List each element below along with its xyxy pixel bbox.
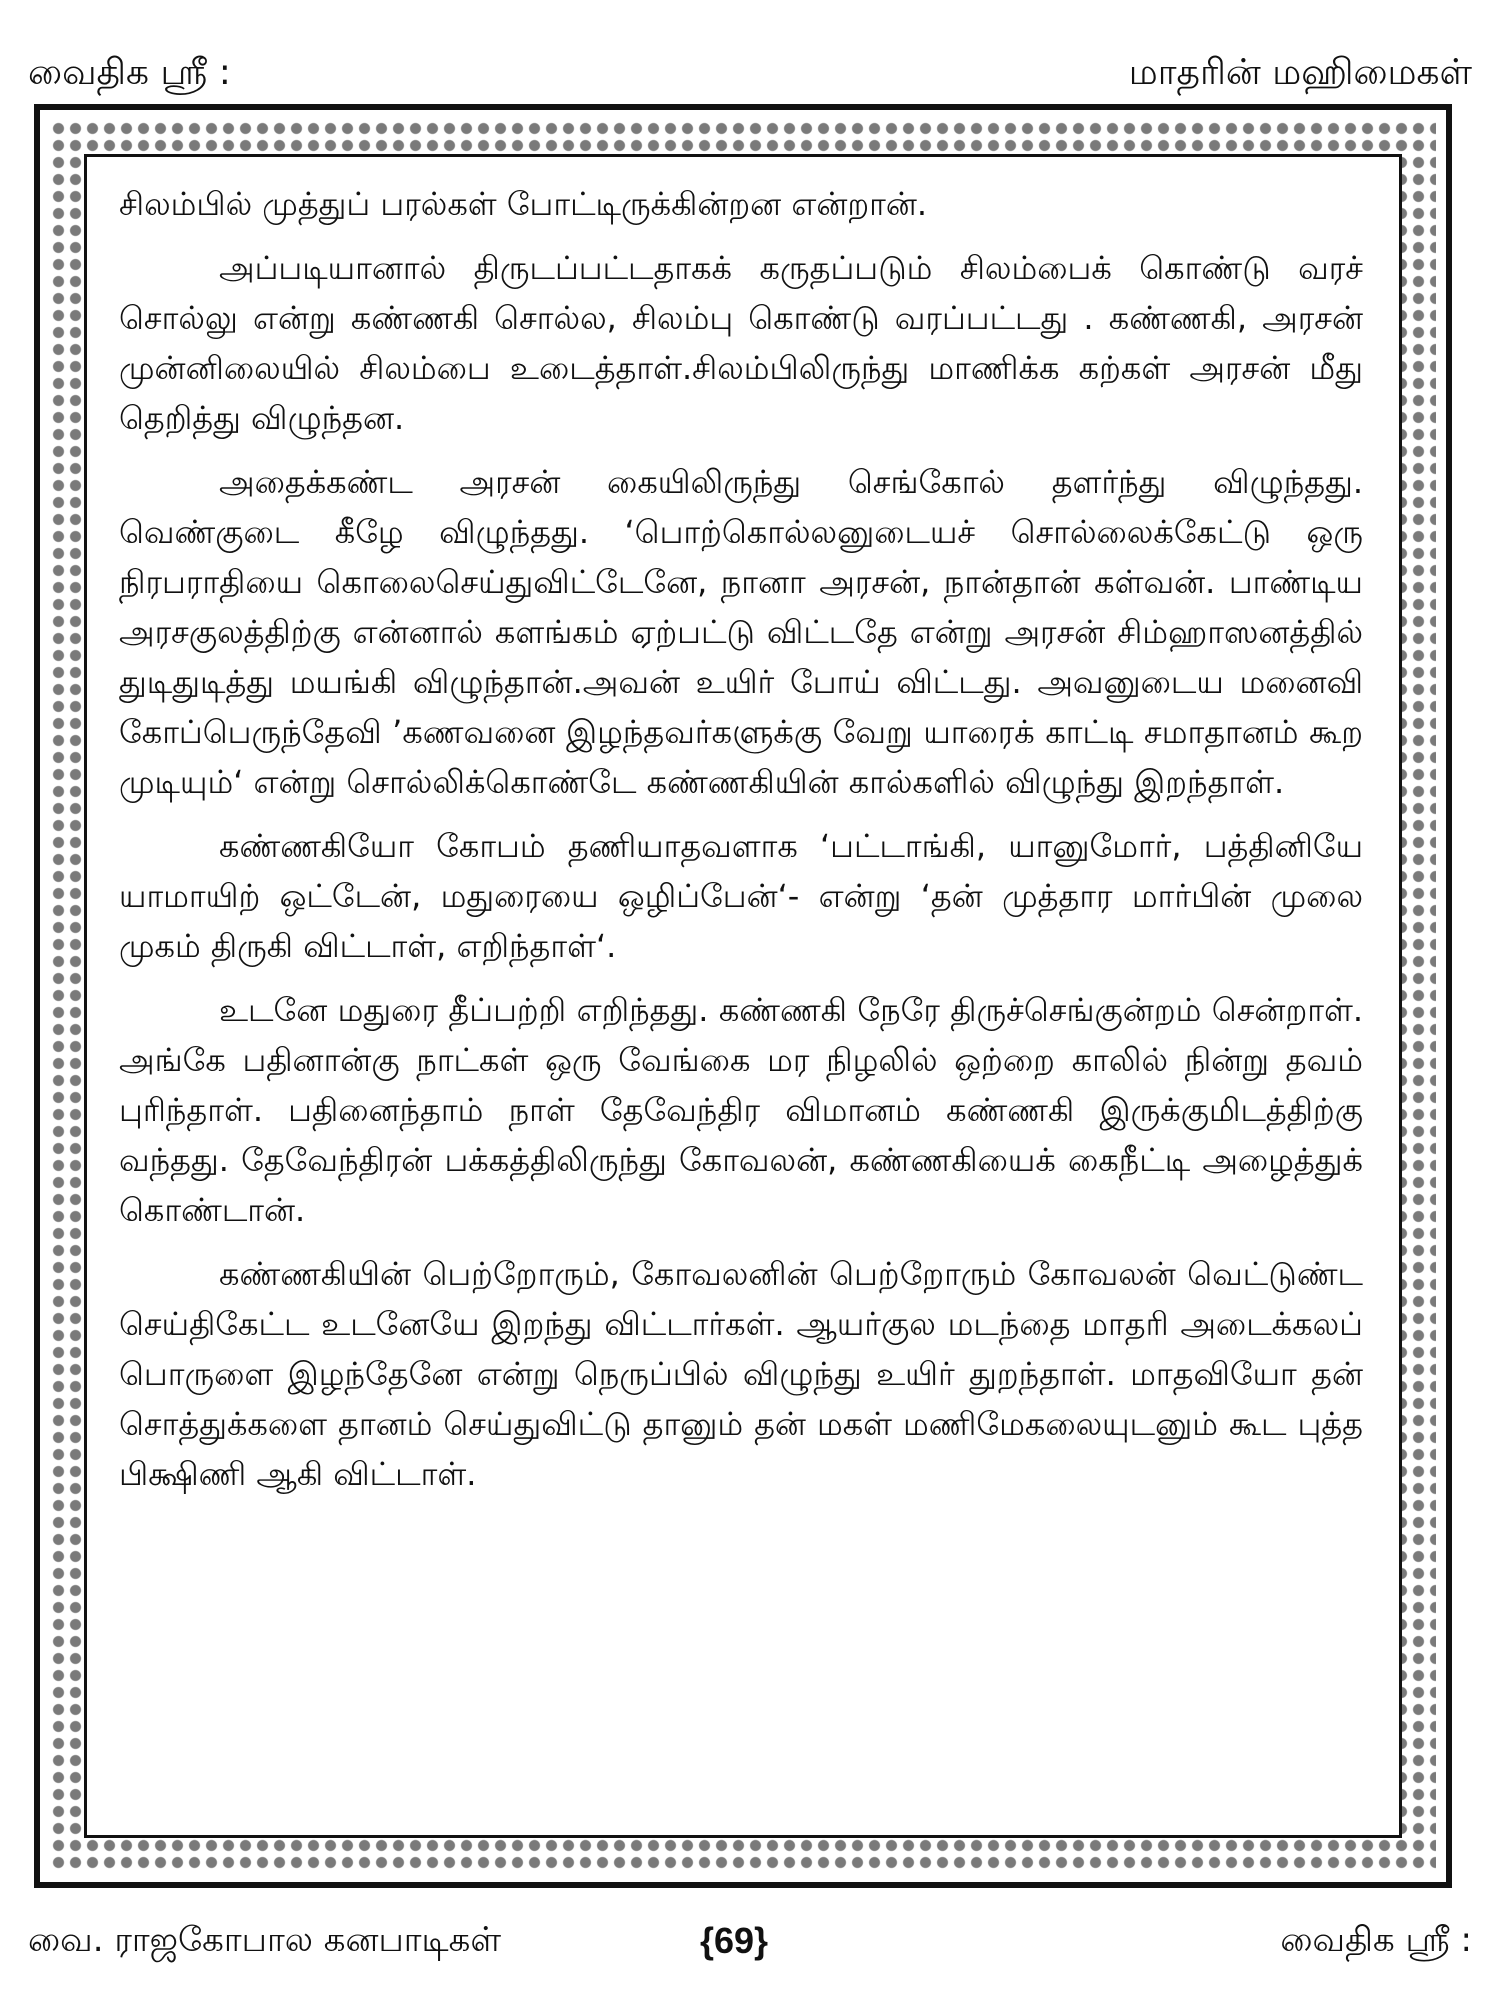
paragraph-5: உடனே மதுரை தீப்பற்றி எறிந்தது. கண்ணகி நேரே திருச்செங்குன்றம் சென்றாள். அங்கே பதினான்கு நாட்கள் ஒரு வேங்கை மர நிழலில் ஒற்றை காலில் நின்று தவம் புரிந்தாள். பதினைந்தாம் நாள் தேவேந்திர விமானம் கண்ணகி இருக்குமிடத்திற்கு வந்தது. தேவேந்திரன் பக்கத்திலிருந்து கோவலன், கண்ணகியைக் கைநீட்டி அழைத்துக் கொண்டான். — [119, 991, 1363, 1229]
header-publication-title: வைதிக ஸ்ரீ : — [28, 52, 231, 93]
body-text — [119, 179, 1363, 1821]
paragraph-3: அதைக்கண்ட அரசன் கையிலிருந்து செங்கோல் தளர்ந்து விழுந்தது. வெண்குடை கீழே விழுந்தது. ‘பொற்கொல்லனுடையச் சொல்லைக்கேட்டு ஒரு நிரபராதியை கொலைசெய்துவிட்டேனே, நானா அரசன், நான்தான் கள்வன். பாண்டிய அரசகுலத்திற்கு என்னால் களங்கம் ஏற்பட்டு விட்டதே என்று அரசன் சிம்ஹாஸனத்தில் துடிதுடித்து மயங்கி விழுந்தான்.அவன் உயிர் போய் விட்டது. அவனுடைய மனைவி கோப்பெருந்தேவி ’கணவனை இழந்தவர்களுக்கு வேறு யாரைக் காட்டி சமாதானம் கூற முடியும்‘ என்று சொல்லிக்கொண்டே கண்ணகியின் கால்களில் விழுந்து இறந்தாள். — [119, 463, 1363, 801]
footer-author: வை. ராஜகோபால கனபாடிகள் — [28, 1920, 502, 1960]
text-frame — [84, 154, 1402, 1838]
paragraph-4: கண்ணகியோ கோபம் தணியாதவளாக ‘பட்டாங்கி, யானுமோர், பத்தினியே யாமாயிற் ஒட்டேன், மதுரையை ஒழிப்பேன்‘- என்று ‘தன் முத்தார மார்பின் முலை முகம் திருகி விட்டாள், எறிந்தாள்‘. — [119, 827, 1363, 965]
footer-publication-title: வைதிக ஸ்ரீ : — [1280, 1920, 1472, 1960]
paragraph-6: கண்ணகியின் பெற்றோரும், கோவலனின் பெற்றோரும் கோவலன் வெட்டுண்ட செய்திகேட்ட உடனேயே இறந்து விட்டார்கள். ஆயர்குல மடந்தை மாதரி அடைக்கலப் பொருளை இழந்தேனே என்று நெருப்பில் விழுந்து உயிர் துறந்தாள். மாதவியோ தன் சொத்துக்களை தானம் செய்துவிட்டு தானும் தன் மகள் மணிமேகலையுடனும் கூட புத்த பிக்ஷிணி ஆகி விட்டாள். — [119, 1255, 1363, 1493]
paragraph-2: அப்படியானால் திருடப்பட்டதாகக் கருதப்படும் சிலம்பைக் கொண்டு வரச் சொல்லு என்று கண்ணகி சொல்ல, சிலம்பு கொண்டு வரப்பட்டது . கண்ணகி, அரசன் முன்னிலையில் சிலம்பை உடைத்தாள்.சிலம்பிலிருந்து மாணிக்க கற்கள் அரசன் மீது தெறித்து விழுந்தன. — [119, 249, 1363, 437]
paragraph-1: சிலம்பில் முத்துப் பரல்கள் போட்டிருக்கின்றன என்றான். — [119, 185, 928, 223]
header-chapter-title: மாதரின் மஹிமைகள் — [1128, 52, 1472, 93]
page-border — [34, 104, 1452, 1888]
page-number: {69} — [700, 1920, 769, 1961]
